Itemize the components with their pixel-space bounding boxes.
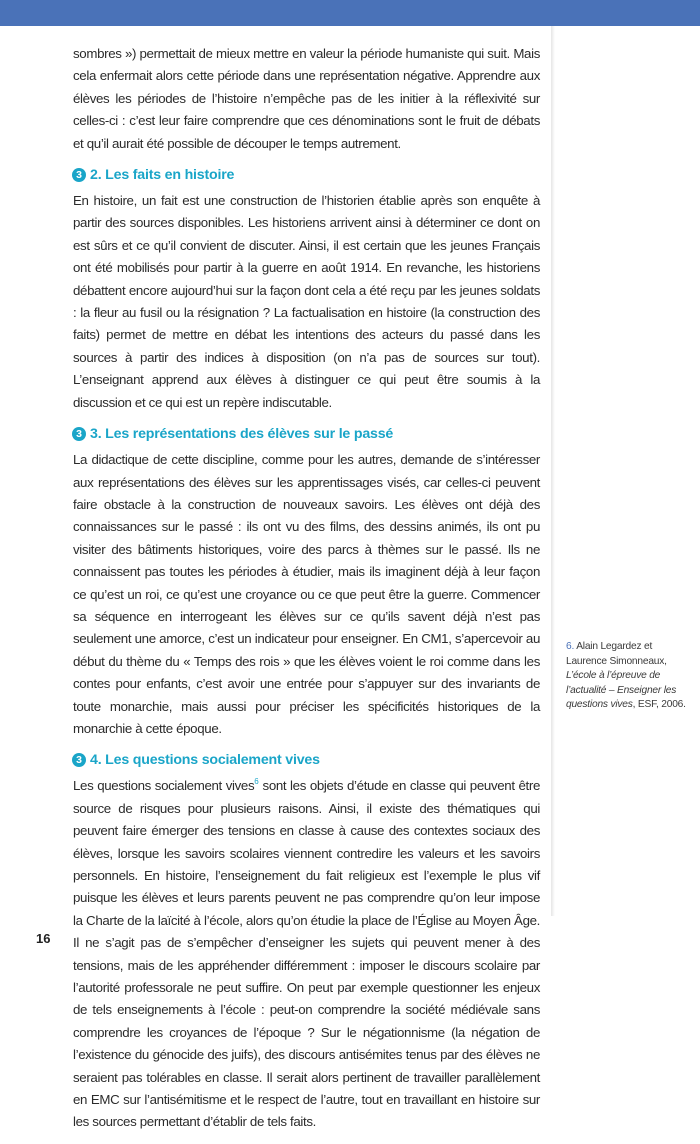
- section-body-questions-vives: [73, 775, 540, 1134]
- section-heading-faits: [72, 165, 540, 185]
- footnote-title: L’école à l’épreuve de l’actualité – Enseigner les questions vives: [566, 670, 677, 711]
- footnote-publisher: , ESF, 2006.: [632, 699, 686, 711]
- header-bar: [0, 0, 700, 26]
- margin-divider: [551, 26, 555, 916]
- section-title: 4. Les questions socialement vives: [90, 752, 320, 769]
- body-lead: Les questions socialement vives: [73, 778, 255, 794]
- section-title: 3. Les représentations des élèves sur le passé: [90, 426, 394, 443]
- intro-paragraph: sombres ») permettait de mieux mettre en valeur la période humaniste qui suit. Mais cela enfermait alors cette période dans une représentation négative. Apprendre aux élèves les périodes de l’histoire n’empêche pas de les initier à la réflexivité sur celles-ci : c’est leur faire comprendre que ces dénominations sont le fruit de débats et qu’il aurait été possible de découper le temps autrement.: [73, 46, 540, 151]
- section-body-representations: La didactique de cette discipline, comme pour les autres, demande de s’intéresser aux représentations des élèves sur les apprentissages visés, car celles-ci peuvent faire obstacle à la construction de nouveaux savoirs. Les élèves ont déjà des connaissances sur le passé : ils ont vu des films, des dessins animés, ils ont pu visiter des bâtiments historiques, voire des parcs à thèmes sur le passé. Ils ne connaissent pas toutes les périodes à étudier, mais ils imaginent déjà à leur façon ce qu’est un roi, ce qu’est une croyance ou ce que peut être la guerre. Commencer sa séquence en interrogeant les élèves sur ce qu’ils savent déjà n’est pas seulement une amorce, c’est un indicateur pour enseigner. En CM1, s’apercevoir au début du thème du « Temps des rois » que les élèves voient le roi comme dans les contes pour enfants, c’est avoir une entrée pour s’appuyer sur des invariants de toute monarchie, mais aussi pour préciser les spécificités historiques de la monarchie à cette époque.: [73, 452, 540, 736]
- footnote-reference[interactable]: 6: [254, 777, 259, 787]
- section-title: 2. Les faits en histoire: [90, 167, 235, 184]
- page-number: 16: [36, 931, 51, 946]
- circled-number-icon: 3: [72, 427, 86, 441]
- main-text-column: [73, 43, 540, 1144]
- section-heading-representations: [72, 424, 540, 444]
- circled-number-icon: 3: [72, 753, 86, 767]
- circled-number-icon: 3: [72, 168, 86, 182]
- footnote-authors: Alain Legardez et Laurence Simonneaux,: [566, 641, 667, 667]
- section-body-faits: En histoire, un fait est une construction de l’historien établie après son enquête à partir des sources disponibles. Les historiens arrivent ainsi à déterminer ce dont on est sûrs et ce qu’il convient de discuter. Ainsi, il est certain que les jeunes Français ont été mobilisés pour partir à la guerre en août 1914. En revanche, les historiens débattent encore aujourd’hui sur la façon dont cela a été reçu par les jeunes soldats : la fleur au fusil ou la résignation ? La factualisation en histoire (la construction des faits) permet de mettre en débat les intentions des acteurs du passé dans les sources à partir des indices à disposition (on n’a pas de sources sur tout). L’enseignant apprend aux élèves à distinguer ce qui peut être soumis à la discussion et ce qui est un repère indiscutable.: [73, 193, 540, 410]
- footnote-number: 6.: [566, 641, 575, 652]
- section-heading-questions-vives: [72, 750, 540, 770]
- margin-footnote: [566, 640, 691, 713]
- body-rest: sont les objets d’étude en classe qui peuvent être source de risques pour plusieurs raisons. Ainsi, il existe des thématiques qui peuvent faire émerger des tensions en classe à cause des contextes sociaux des élèves, lorsque les savoirs scolaires viennent contredire les valeurs et les savoirs personnels. En histoire, l’enseignement du fait religieux est l’exemple le plus vif puisque les élèves et leurs parents peuvent ne pas comprendre qu’on leur impose la Charte de la laïcité à l’école, alors qu’on étudie la place de l’Église au Moyen Âge. Il ne s’agit pas de s’empêcher d’enseigner les sujets qui peuvent mener à des tensions, mais de les appréhender différemment : imposer le discours scolaire par l’autorité professorale ne peut suffire. On peut par exemple questionner les enjeux de tels enseignements à l’école : peut-on comprendre la société médiévale sans comprendre les croyances de l’époque ? Sur le négationnisme (la négation de l’existence du génocide des juifs), des discours antisémites tenus par des élèves ne seraient pas tolérables en classe. Il serait alors pertinent de travailler parallèlement en EMC sur l’antisémitisme et le respect de l’autre, tout en travaillant en histoire sur les sources permettant d’établir de tels faits.: [73, 778, 541, 1130]
